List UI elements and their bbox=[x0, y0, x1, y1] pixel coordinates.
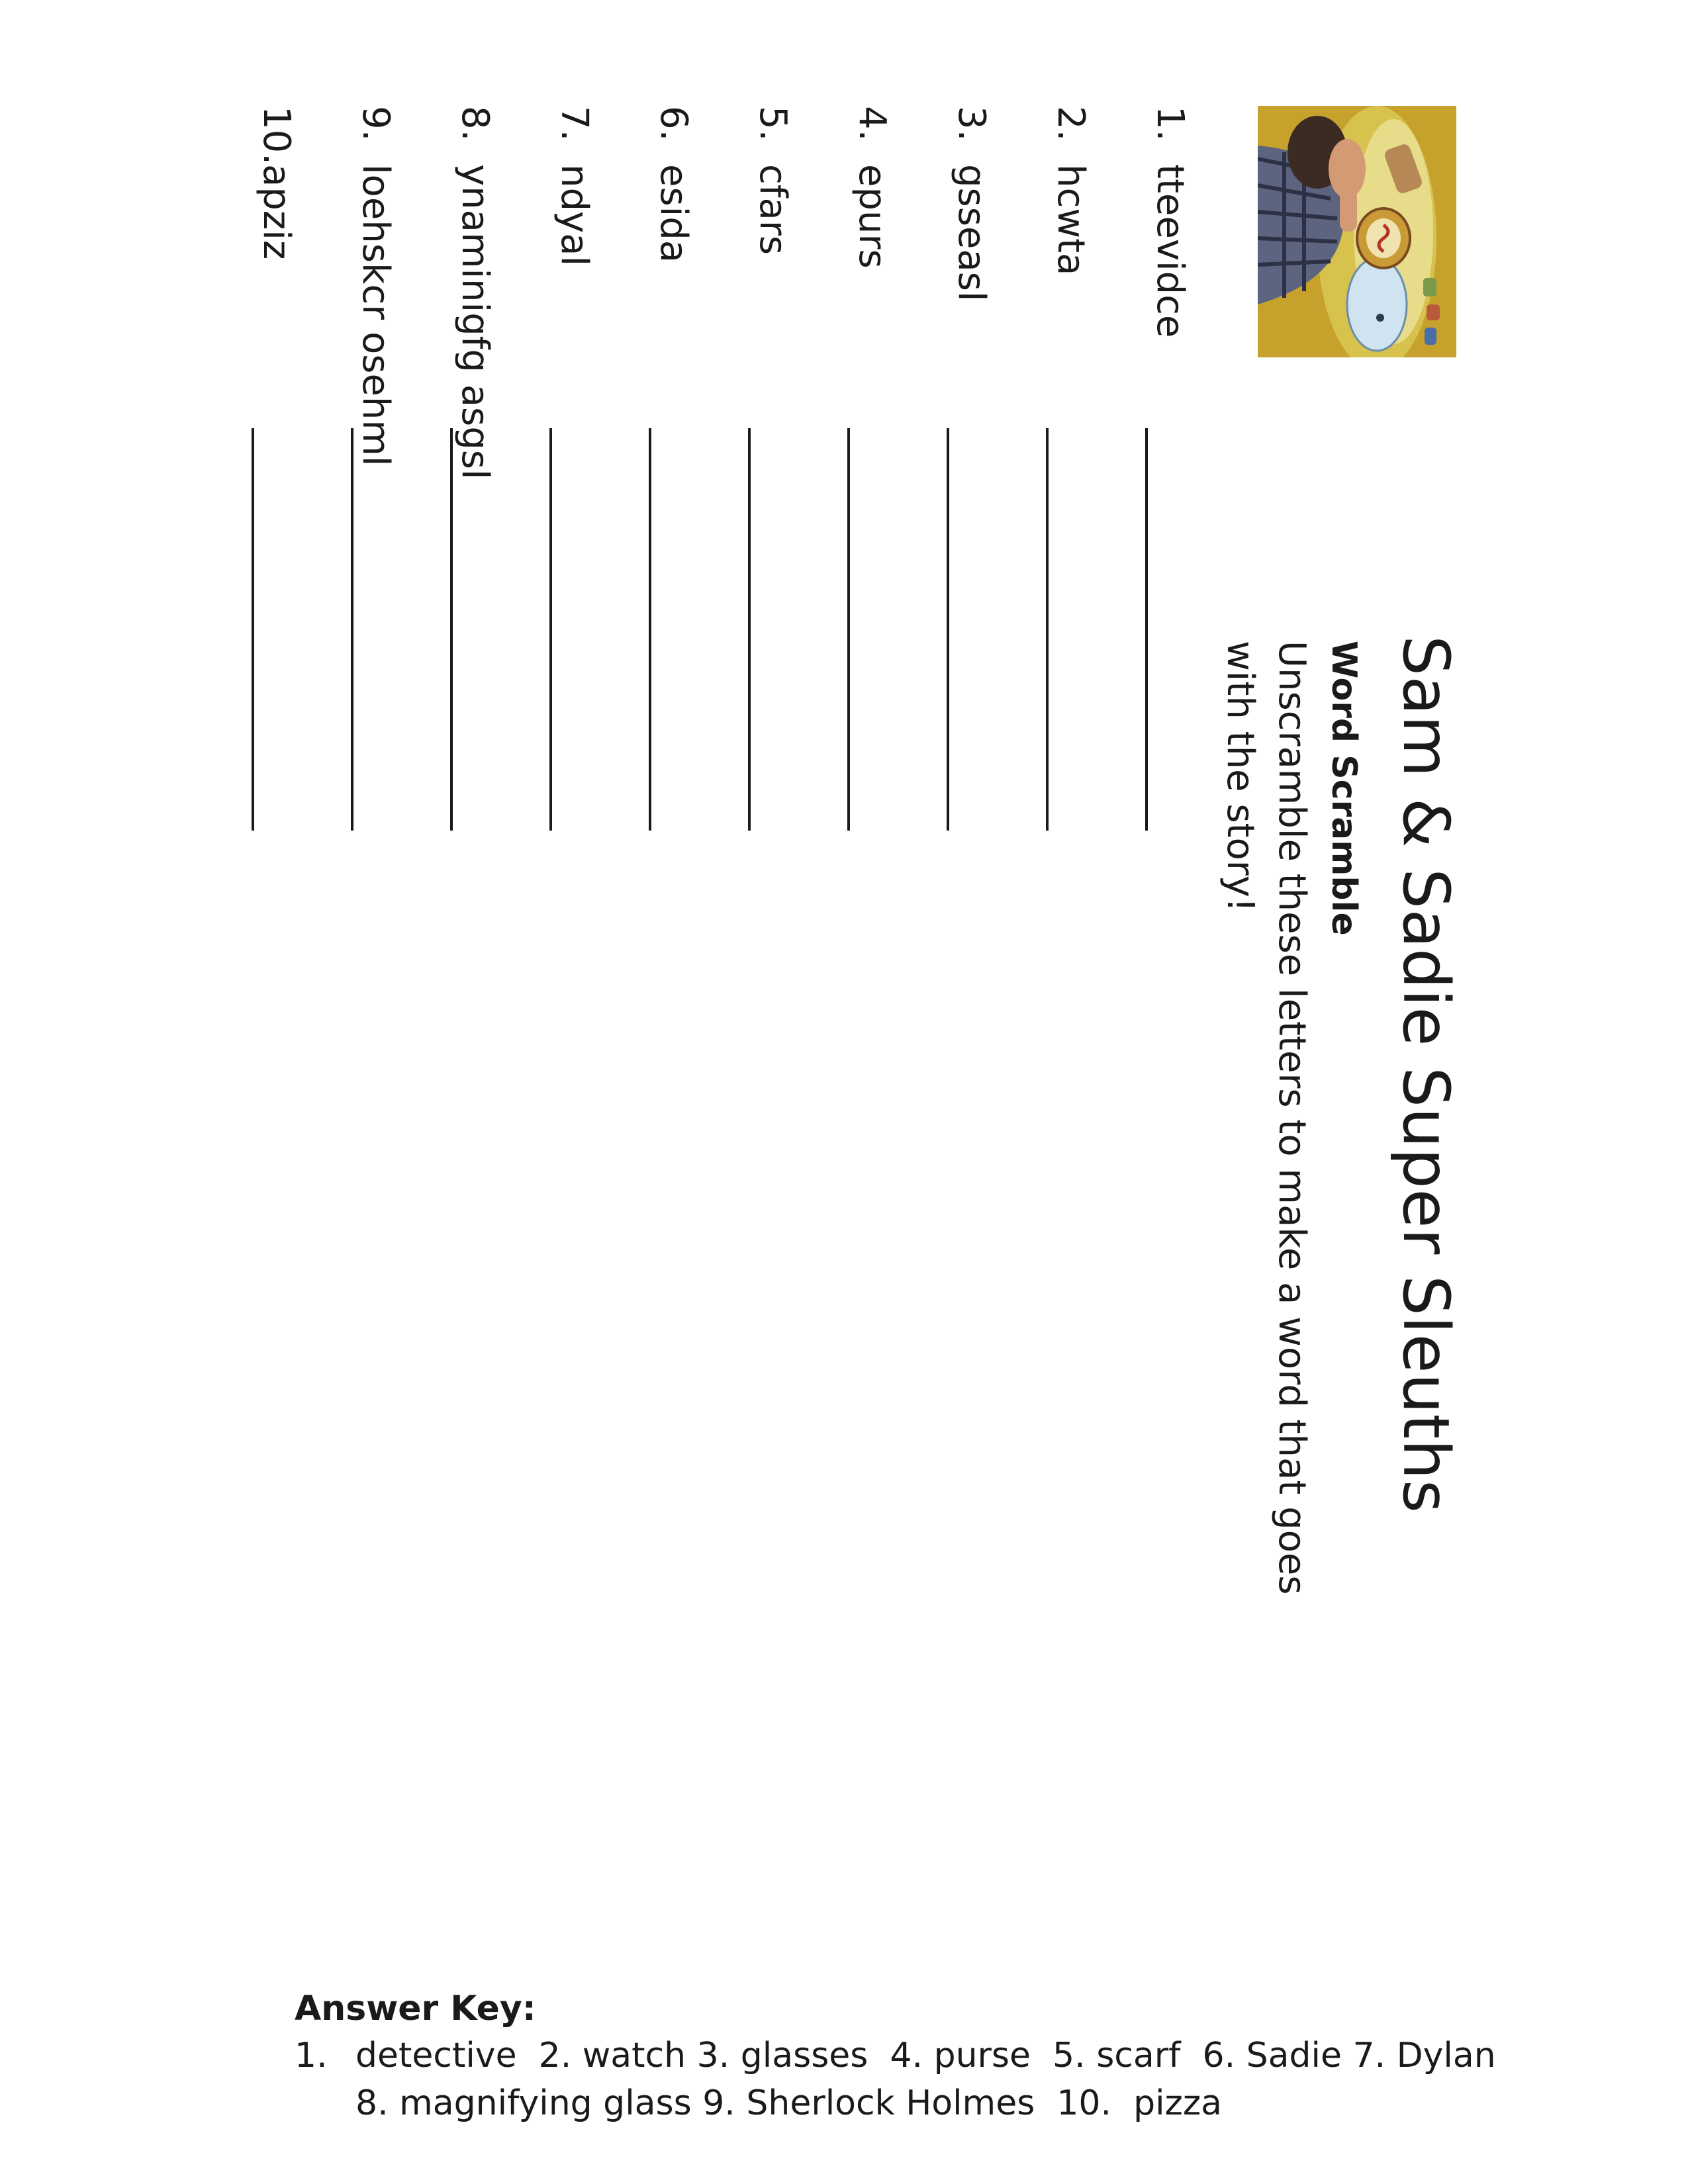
answer-line bbox=[847, 428, 850, 831]
answer-line bbox=[947, 428, 949, 831]
scrambled-word: hcwta bbox=[1049, 164, 1092, 276]
answer-key-line-2 bbox=[295, 2079, 1552, 2127]
answer-key bbox=[295, 1985, 1552, 2127]
answer-line bbox=[748, 428, 751, 831]
answer-text-2: 8. magnifying glass 9. Sherlock Holmes 10. pizza bbox=[355, 2083, 1223, 2123]
scrambled-word: ndyal bbox=[553, 164, 596, 267]
item-number: 2. bbox=[1049, 106, 1092, 142]
answer-line bbox=[649, 428, 651, 831]
scramble-list bbox=[199, 106, 1192, 966]
scramble-item bbox=[1092, 106, 1192, 966]
answer-line bbox=[351, 428, 353, 831]
scrambled-word: apziz bbox=[255, 164, 298, 260]
item-number: 8. bbox=[453, 106, 496, 142]
answer-line bbox=[1145, 428, 1148, 831]
answer-line bbox=[450, 428, 453, 831]
scramble-item bbox=[199, 106, 298, 966]
worksheet bbox=[212, 106, 1463, 1727]
scramble-item bbox=[894, 106, 993, 966]
story-illustration bbox=[1258, 106, 1456, 357]
answer-key-line-1 bbox=[295, 2032, 1552, 2079]
item-number: 10. bbox=[255, 106, 298, 165]
scrambled-word: esida bbox=[652, 164, 695, 263]
item-number: 5. bbox=[751, 106, 794, 142]
scrambled-word: loehskcr osehml bbox=[354, 164, 397, 467]
scrambled-word: cfars bbox=[751, 164, 794, 255]
answer-key-heading: Answer Key: bbox=[295, 1989, 536, 2028]
scramble-item bbox=[695, 106, 794, 966]
answer-text-1: detective 2. watch 3. glasses 4. purse 5. scarf 6. Sadie 7. Dylan bbox=[355, 2036, 1496, 2075]
answer-indent bbox=[295, 2079, 355, 2127]
scramble-item bbox=[596, 106, 695, 966]
scramble-item bbox=[993, 106, 1092, 966]
worksheet-title: Sam & Sadie Super Sleuths bbox=[1389, 635, 1463, 1514]
item-number: 4. bbox=[851, 106, 894, 142]
scramble-item bbox=[397, 106, 496, 966]
item-number: 7. bbox=[553, 106, 596, 142]
scramble-item bbox=[298, 106, 397, 966]
scramble-item bbox=[496, 106, 596, 966]
item-number: 3. bbox=[950, 106, 993, 142]
scrambled-word: ynaminigfg asgsl bbox=[453, 164, 496, 480]
item-number: 9. bbox=[354, 106, 397, 142]
scramble-item bbox=[794, 106, 894, 966]
answer-line bbox=[549, 428, 552, 831]
worksheet-subtitle: Word Scramble bbox=[1324, 641, 1364, 936]
item-number: 6. bbox=[652, 106, 695, 142]
scrambled-word: tteevidce bbox=[1149, 164, 1192, 338]
answer-line bbox=[252, 428, 254, 831]
instructions-text: Unscramble these letters to make a word that goes with the story! bbox=[1219, 641, 1313, 1595]
answer-line bbox=[1046, 428, 1049, 831]
answer-list-number: 1. bbox=[295, 2036, 328, 2075]
scrambled-word: epurs bbox=[851, 164, 894, 269]
scrambled-word: gsseasl bbox=[950, 164, 993, 302]
item-number: 1. bbox=[1149, 106, 1192, 142]
